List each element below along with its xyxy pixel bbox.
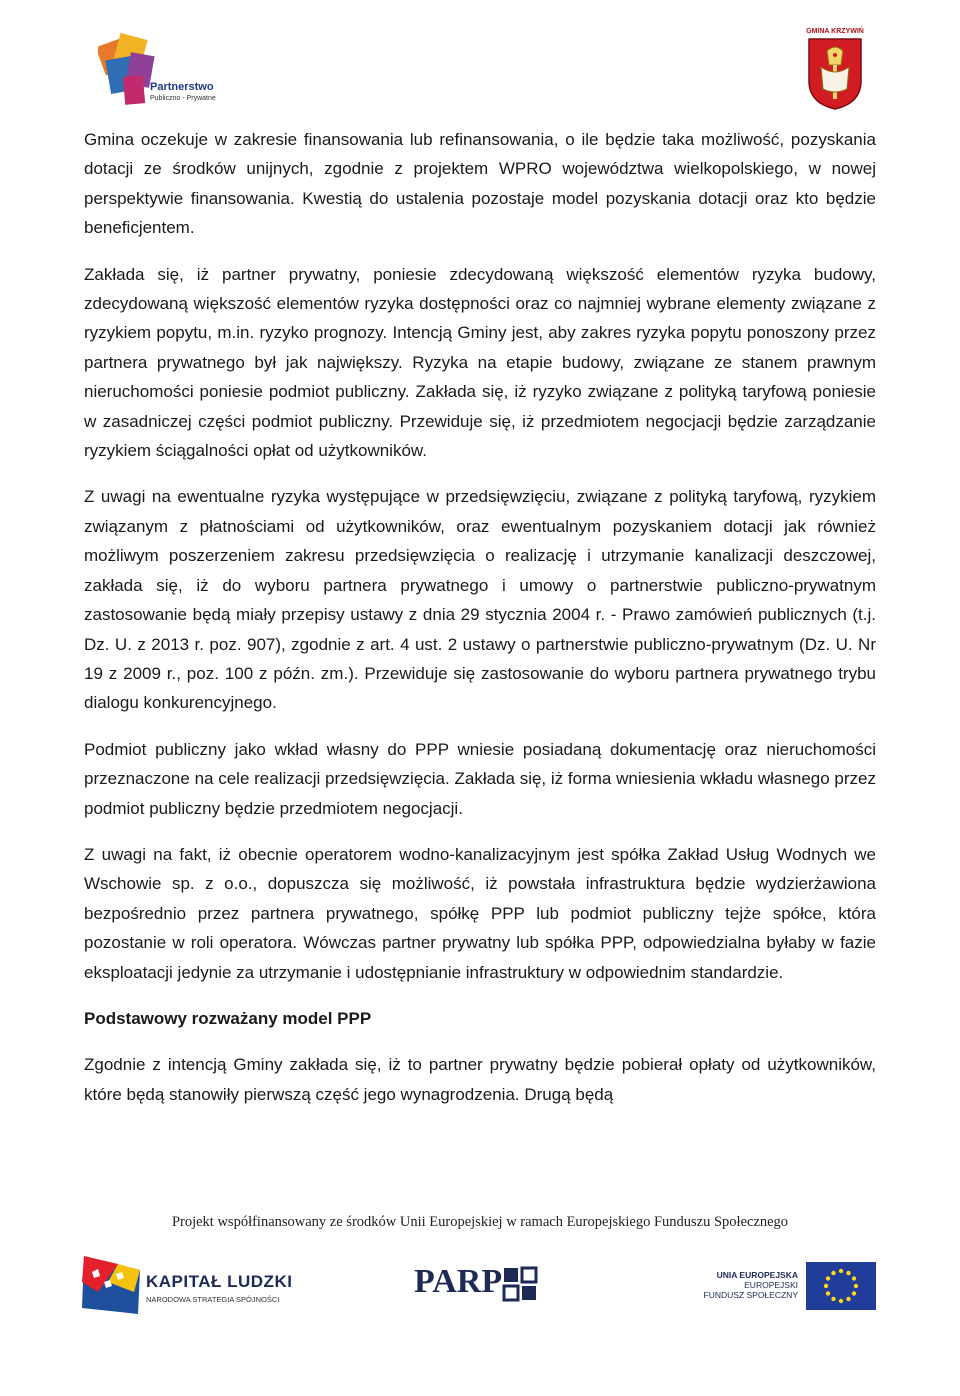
paragraph-procurement: Z uwagi na ewentualne ryzyka występujące w przedsięwzięciu, związane z polityką taryfową, ryzykiem związanym z płatnościami od użytkowników, oraz ewentualnym pozyskaniem dotacji jak również możliwym poszerzeniem zakresu przedsięwzięcia o realizację i utrzymanie kanalizacji deszczowej, zakłada się, iż do wyboru partnera prywatnego i umowy o partnerstwie publiczno-prywatnym zastosowanie będą miały przepisy ustawy z dnia 29 stycznia 2004 r. - Prawo zamówień publicznych (t.j. Dz. U. z 2013 r. poz. 907), zgodnie z art. 4 ust. 2 ustawy o partnerstwie publiczno-prywatnym (Dz. U. Nr 19 z 2009 r., poz. 100 z późn. zm.). Przewiduje się zastosowanie do wyboru partnera prywatnego trybu dialogu konkurencyjnego.: [84, 487, 876, 713]
eu-star: [826, 1291, 830, 1295]
ppp-logo-text: [150, 82, 216, 104]
eu-star: [824, 1284, 828, 1288]
eu-line-3: FUNDUSZ SPOŁECZNY: [703, 1290, 798, 1300]
eu-star: [846, 1297, 850, 1301]
paragraph-operator: Z uwagi na fakt, iż obecnie operatorem wodno-kanalizacyjnym jest spółka Zakład Usług Wodnych we Wschowie sp. z o.o., dopuszcza się możliwość, iż powstała infrastruktura będzie wydzierżawiona bezpośrednio przez partnera prywatnego, spółkę PPP lub podmiot publiczny tejże spółce, która pozostanie w roli operatora. Wówczas partner prywatny lub spółka PPP, odpowiedzialna byłaby w fazie eksploatacji jedynie za utrzymanie i udostępnianie infrastruktury w odpowiednim standardzie.: [84, 844, 876, 982]
eu-line-2: EUROPEJSKI: [744, 1280, 798, 1290]
eu-line-1: UNIA EUROPEJSKA: [716, 1270, 798, 1280]
eu-star: [831, 1297, 835, 1301]
eu-star: [831, 1271, 835, 1275]
kapital-ludzki-subtitle: NARODOWA STRATEGIA SPÓJNOŚCI: [146, 1295, 280, 1304]
eu-star: [852, 1291, 856, 1295]
eu-logo-text: [698, 1270, 798, 1300]
paragraph-own-contribution: Podmiot publiczny jako wkład własny do PPP wniesie posiadaną dokumentację oraz nieruchomości przeznaczone na cele realizacji przedsięwzięcia. Zakłada się, iż forma wniesienia wkładu własnego przez podmiot publiczny będzie przedmiotem negocjacji.: [84, 739, 876, 818]
parp-title: PARP: [414, 1263, 503, 1300]
paragraph-risk: Zakłada się, iż partner prywatny, poniesie zdecydowaną większość elementów ryzyka budowy, zdecydowaną większość elementów ryzyka dostępności oraz co najmniej wybrane elementy związane z ryzykiem popytu, m.in. ryzyko prognozy. Intencją Gminy jest, aby zakres ryzyka popytu ponoszony przez partnera prywatnego był jak największy. Ryzyka na etapie budowy, związane ze stanem prawnym nieruchomości poniesie podmiot publiczny. Zakłada się, iż ryzyko związane z polityką taryfową poniesie w zasadniczej części podmiot publiczny. Przewiduje się, iż przedmiotem negocjacji będzie zarządzanie ryzykiem ściągalności opłat od użytkowników.: [84, 264, 876, 461]
eu-star: [826, 1276, 830, 1280]
footer-note: Projekt współfinansowany ze środków Unii Europejskiej w ramach Europejskiego Funduszu Społecznego: [171, 1214, 789, 1230]
eu-flag-icon: [806, 1262, 876, 1310]
kapital-ludzki-title: KAPITAŁ LUDZKI: [146, 1272, 293, 1291]
paragraph-financing: Gmina oczekuje w zakresie finansowania lub refinansowania, o ile będzie taka możliwość, pozyskania dotacji ze środków unijnych, zgodnie z projektem WPRO województwa wielkopolskiego, w nowej perspektywie finansowania. Kwestią do ustalenia pozostaje model pozyskania dotacji oraz kto będzie beneficjentem.: [84, 130, 876, 238]
eu-star: [839, 1299, 843, 1303]
eu-star: [854, 1284, 858, 1288]
eu-star: [852, 1276, 856, 1280]
gmina-logo: [805, 28, 865, 116]
coat-of-arms-icon: [807, 37, 863, 111]
eu-star: [839, 1269, 843, 1273]
paragraph-model: Zgodnie z intencją Gminy zakłada się, iż to partner prywatny będzie pobierał opłaty od użytkowników, które będą stanowiły pierwszą część jego wynagrodzenia. Drugą będą: [84, 1055, 876, 1104]
parp-emblem-icon: [500, 1264, 544, 1304]
gmina-logo-caption: GMINA KRZYWIŃ: [806, 28, 864, 35]
ppp-logo-subtitle: Publiczno - Prywatne: [150, 95, 216, 102]
ppp-logo-title: Partnerstwo: [150, 81, 214, 93]
document-body: [84, 125, 876, 1126]
section-heading: Podstawowy rozważany model PPP: [84, 1008, 372, 1028]
eu-star: [846, 1271, 850, 1275]
